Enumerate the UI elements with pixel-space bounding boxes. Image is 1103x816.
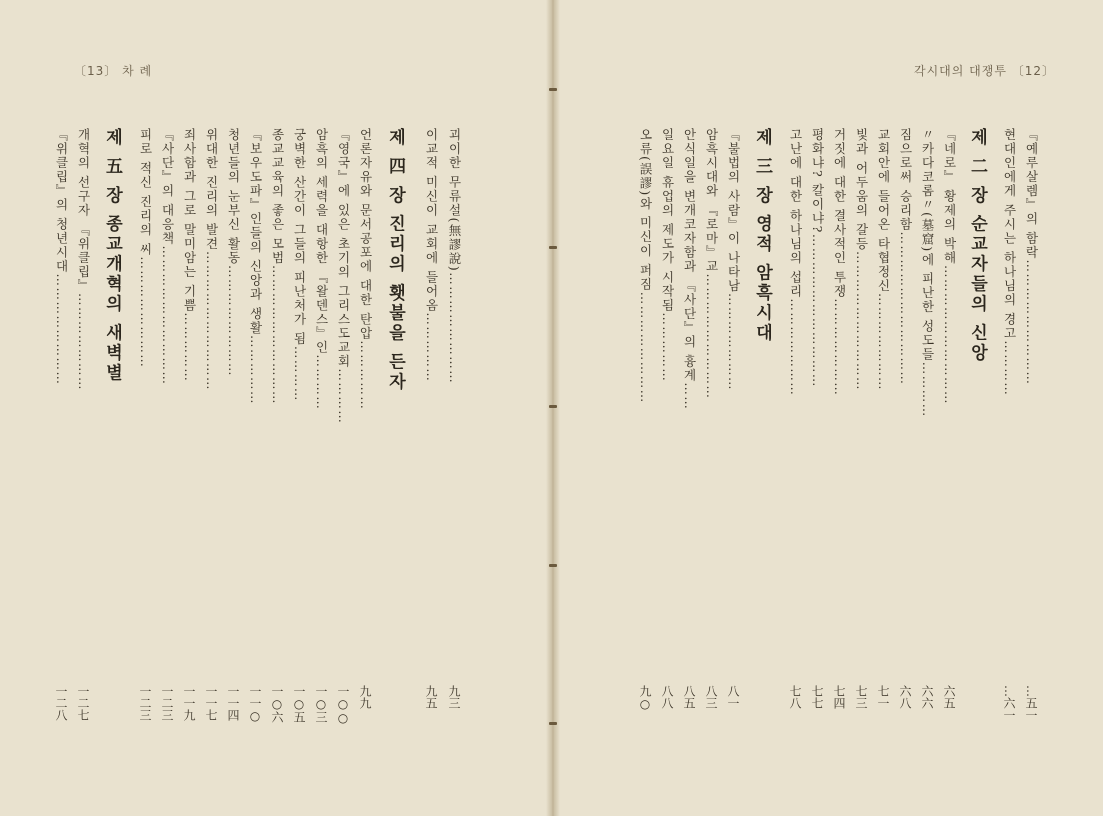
toc-page-number: 七三: [854, 685, 868, 709]
toc-page-number: 七八: [788, 685, 802, 709]
toc-entry: 종교교육의 좋은 모범…………………………: [270, 128, 285, 405]
chapter-heading: 제 三 장 영적 암흑시대: [752, 128, 772, 344]
toc-entry: 오류(誤謬)와 미신이 퍼짐……………………: [638, 128, 653, 404]
toc-entry: 피로 적신 진리의 씨……………………: [138, 128, 153, 369]
toc-entry: 빛과 어두움의 갈등…………………………: [854, 128, 869, 391]
toc-page-number: 八三: [704, 685, 718, 709]
toc-page-number: 六五: [942, 685, 956, 709]
toc-page-number: 一○六: [270, 685, 284, 723]
toc-entry: 평화냐? 칼이냐?……………………………: [810, 128, 825, 388]
toc-page-number: 七四: [832, 685, 846, 709]
toc-page-number: 一二三: [160, 685, 174, 721]
toc-entry: 『불법의 사람』이 나타남…………………: [726, 128, 741, 391]
toc-entry: 〃카다코롬〃(墓窟)에 피난한 성도들…………: [920, 128, 935, 418]
toc-entry: 이교적 미신이 교회에 들어옴……………: [424, 128, 439, 383]
toc-entry: 궁벽한 산간이 그들의 피난처가 됨…………: [292, 128, 307, 402]
toc-entry: 고난에 대한 하나님의 섭리…………………: [788, 128, 803, 397]
toc-page-number: 九○: [638, 685, 652, 711]
toc-page-number: 七七: [810, 685, 824, 709]
toc-entry: 현대인에게 주시는 하나님의 경고…………: [1002, 128, 1017, 397]
toc-page-number: 七一: [876, 685, 890, 709]
toc-entry: 거짓에 대한 결사적인 투쟁…………………: [832, 128, 847, 397]
right-page-header: 각시대의 대쟁투 〔12〕: [914, 64, 1056, 78]
toc-entry: 안식일을 변개코자함과 『사단』의 흉계……: [682, 128, 697, 411]
left-page-header: 〔13〕 차 례: [74, 64, 153, 78]
toc-page-number: 八一: [726, 685, 740, 709]
toc-page-number: 一二三: [138, 685, 152, 721]
toc-page-number: 一○○: [336, 685, 350, 725]
chapter-heading: 제 四 장 진리의 횃불을 든자: [385, 128, 405, 393]
binding-stitch: [549, 564, 557, 567]
toc-page-number: 一一九: [182, 685, 196, 721]
toc-entry: 암흑의 세력을 대항한 『왈덴스』인…………: [314, 128, 329, 411]
toc-page-number: 一○三: [314, 685, 328, 723]
binding-stitch: [549, 88, 557, 91]
toc-entry: 『네로』 황제의 박해…………………………: [942, 128, 957, 405]
toc-entry: 언론자유와 문서공포에 대한 탄압……………: [358, 128, 373, 411]
toc-entry: 괴이한 무류설(無謬說)……………………: [447, 128, 462, 385]
toc-page-number: 六八: [898, 685, 912, 709]
toc-entry: 짐으로써 승리함……………………………: [898, 128, 913, 386]
toc-entry: 『예루살렘』의 함락………………………: [1024, 128, 1039, 386]
toc-page-number: 九三: [447, 685, 461, 709]
binding-stitch: [549, 722, 557, 725]
toc-page-number: 一一四: [226, 685, 240, 721]
toc-entry: 『영국』에 있은 초기의 그리스도교회…………: [336, 128, 351, 425]
toc-page-number: 八五: [682, 685, 696, 709]
chapter-heading: 제 五 장 종교개혁의 새벽별: [102, 128, 122, 384]
toc-page-number: 九九: [358, 685, 372, 709]
toc-entry: 교회안에 들어온 타협정신…………………: [876, 128, 891, 391]
toc-page-number: 一一七: [204, 685, 218, 721]
toc-entry: 『사단』의 대응책…………………………: [160, 128, 175, 386]
toc-page-number: 六六: [920, 685, 934, 709]
toc-entry: 죄사함과 그로 말미암는 기쁨……………: [182, 128, 197, 383]
toc-page-number: 九五: [424, 685, 438, 709]
toc-page-number: …六一: [1002, 685, 1016, 721]
chapter-heading: 제 二 장 순교자들의 신앙: [967, 128, 987, 364]
toc-page-number: 八八: [660, 685, 674, 709]
toc-page-number: 一二八: [54, 685, 68, 721]
toc-entry: 위대한 진리의 발견…………………………: [204, 128, 219, 391]
toc-page-number: …五一: [1024, 685, 1038, 721]
toc-entry: 개혁의 선구자 『위클립』…………………: [76, 128, 91, 391]
toc-page-number: 一二七: [76, 685, 90, 721]
toc-entry: 『보우도파』인들의 신앙과 생활……………: [248, 128, 263, 405]
toc-entry: 『위클립』의 청년시대……………………: [54, 128, 69, 386]
binding-stitch: [549, 246, 557, 249]
toc-page-number: 一○五: [292, 685, 306, 723]
toc-entry: 청년들의 눈부신 활동……………………: [226, 128, 241, 377]
binding-stitch: [549, 405, 557, 408]
toc-entry: 암흑시대와 『로마』교………………………: [704, 128, 719, 400]
toc-page-number: 一一○: [248, 685, 262, 723]
book-gutter: [546, 0, 560, 816]
toc-entry: 일요일 휴업의 제도가 시작됨……………: [660, 128, 675, 383]
